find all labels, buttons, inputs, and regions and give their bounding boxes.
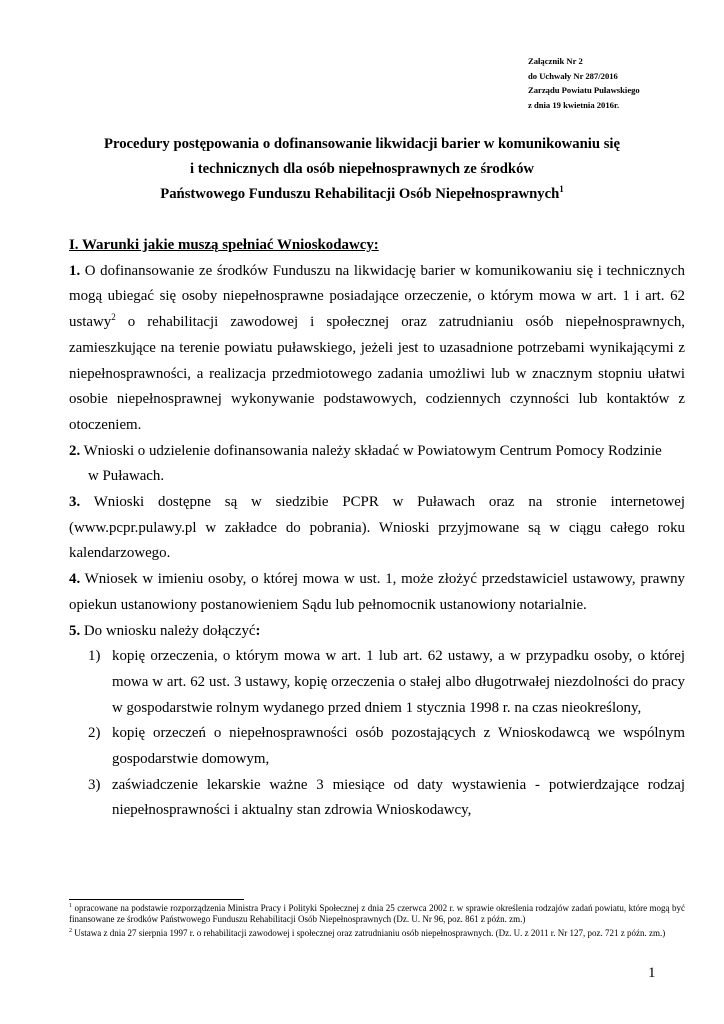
paragraph-2-continuation: w Puławach. <box>88 468 165 485</box>
list-item-number: 2) <box>88 725 101 742</box>
paragraph-5-number: 5. <box>69 622 81 639</box>
resolution-number: do Uchwały Nr 287/2016 <box>528 70 618 81</box>
list-item-text: kopię orzeczeń o niepełnosprawności osób pozostających z Wnioskodawcą we wspólnym gospodarstwie domowym, <box>112 725 685 768</box>
footnote-ref-1: 1 <box>559 184 564 195</box>
footnote-2-marker: 2 <box>69 927 72 934</box>
paragraph-5 <box>69 619 685 645</box>
paragraph-1-text-a: O dofinansowanie ze środków Funduszu na likwidację barier w komunikowaniu się i technicznych mogą ubiegać się osoby niepełnosprawne posiadające orzeczenie, o którym mowa w art. 1 i art. 62 ustawy <box>69 262 685 331</box>
title-line-2: i technicznych dla osób niepełnosprawnych ze środków <box>189 161 535 177</box>
paragraph-5-text: Do wniosku należy dołączyć <box>80 622 256 639</box>
attachment-header <box>528 54 718 112</box>
footnote-1 <box>69 903 685 926</box>
paragraph-4-text: Wniosek w imieniu osoby, o której mowa w ust. 1, może złożyć przedstawiciel ustawowy, prawny opiekun ustanowiony postanowieniem Sądu lub pełnomocnik ustanowiony notarialnie. <box>69 571 685 613</box>
issuing-authority: Zarządu Powiatu Puławskiego <box>528 85 640 95</box>
title-line-3-text: Państwowego Funduszu Rehabilitacji Osób Niepełnosprawnych <box>160 186 560 202</box>
paragraph-2 <box>69 439 685 465</box>
footnote-separator <box>69 899 244 900</box>
footnote-2 <box>69 928 685 939</box>
list-item-text: zaświadczenie lekarskie ważne 3 miesiące od daty wystawienia - potwierdzające rodzaj niepełnosprawności i aktualny stan zdrowia Wnioskodawcy, <box>112 776 685 819</box>
footnote-1-marker: 1 <box>69 903 72 909</box>
section-heading: I. Warunki jakie muszą spełniać Wnioskodawcy: <box>69 237 379 253</box>
document-title <box>40 132 684 207</box>
attachments-list <box>69 644 685 824</box>
list-item <box>69 644 685 721</box>
title-line-3 <box>40 182 684 207</box>
footnote-1-text: opracowane na podstawie rozporządzenia Ministra Pracy i Polityki Społecznej z dnia 25 czerwca 2002 r. w sprawie określenia rodzajów zadań powiatu, które mogą być finansowane ze środków Państwowego Funduszu Rehabilitacji Osób Niepełnosprawnych (Dz. U. Nr 96, poz. 861 z późn. zm.) <box>69 903 685 925</box>
list-item-number: 1) <box>88 648 101 665</box>
list-item <box>69 721 685 772</box>
footnotes <box>69 903 685 941</box>
paragraph-2-number: 2. <box>69 442 81 459</box>
list-item-text: kopię orzeczenia, o którym mowa w art. 1 lub art. 62 ustawy, a w przypadku osoby, o której mowa w art. 62 ust. 3 ustawy, kopię orzeczenia o stałej albo długotrwałej niezdolności do pracy w gospodarstwie rolnym wydanego przed dniem 1 stycznia 1998 r. na czas nieokreślony, <box>112 648 685 716</box>
attachment-number: Załącznik Nr 2 <box>528 56 583 66</box>
page-number: 1 <box>648 965 656 981</box>
document-body <box>69 233 685 824</box>
resolution-date: z dnia 19 kwietnia 2016r. <box>528 99 620 110</box>
paragraph-4 <box>69 567 685 618</box>
paragraph-3-text: Wnioski dostępne są w siedzibie PCPR w Puławach oraz na stronie internetowej (www.pcpr.pulawy.pl w zakładce do pobrania). Wnioski przyjmowane są w ciągu całego roku kalendarzowego. <box>69 494 685 562</box>
paragraph-3 <box>69 490 685 567</box>
paragraph-1 <box>69 259 685 439</box>
paragraph-2-text-a: Wnioski o udzielenie dofinansowania należy składać w Powiatowym Centrum Pomocy Rodzinie <box>80 442 662 459</box>
list-item-number: 3) <box>88 776 101 793</box>
list-item <box>69 773 685 824</box>
footnote-ref-2: 2 <box>111 312 116 323</box>
paragraph-1-text-b: o rehabilitacji zawodowej i społecznej oraz zatrudnianiu osób niepełnosprawnych, zamieszkujące na terenie powiatu puławskiego, jeżeli jest to uzasadnione potrzebami wynikającymi z niepełnosprawności, a realizacja przedmiotowego zadania umożliwi lub w znacznym stopniu ułatwi osobie niepełnosprawnej wykonywanie podstawowych, codziennych czynności lub kontaktów z otoczeniem. <box>69 314 685 433</box>
paragraph-1-number: 1. <box>69 262 81 279</box>
paragraph-5-colon: : <box>255 622 261 639</box>
footnote-2-text: Ustawa z dnia 27 sierpnia 1997 r. o rehabilitacji zawodowej i społecznej oraz zatrudnianiu osób niepełnosprawnych. (Dz. U. z 2011 r. Nr 127, poz. 721 z późn. zm.) <box>72 927 666 938</box>
paragraph-3-number: 3. <box>69 494 81 511</box>
title-line-1: Procedury postępowania o dofinansowanie likwidacji barier w komunikowaniu się <box>103 136 621 152</box>
paragraph-4-number: 4. <box>69 571 81 588</box>
